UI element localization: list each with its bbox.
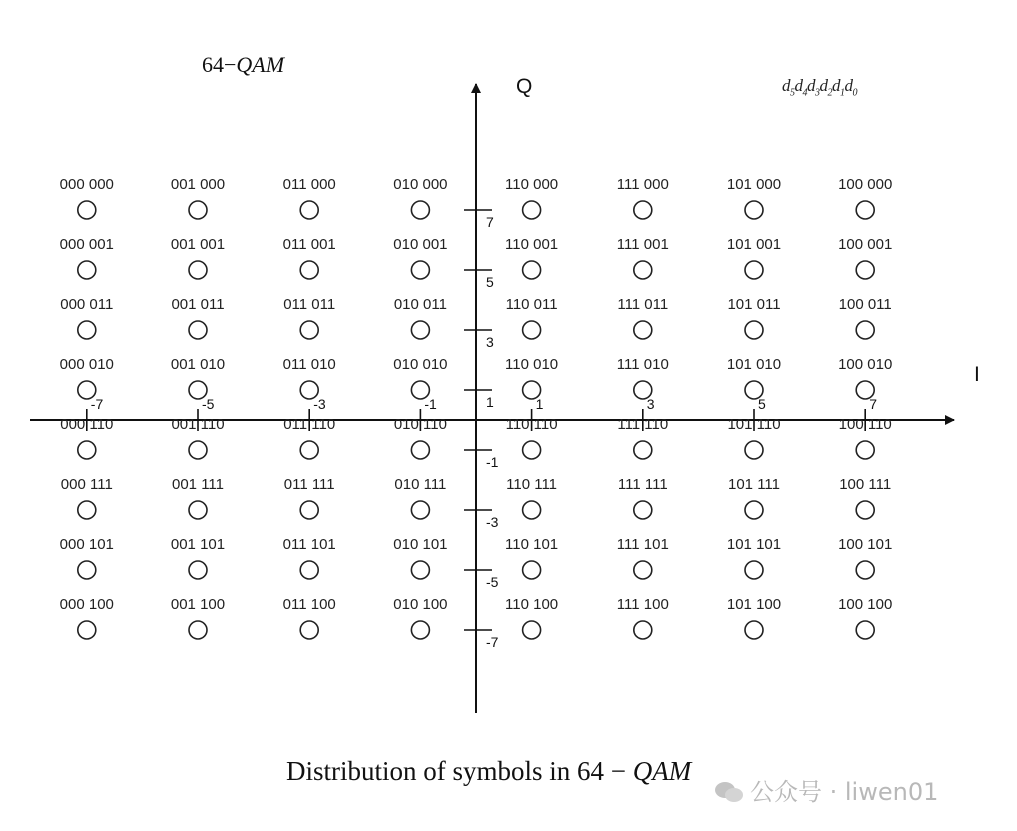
symbol-bit-label: 000 011 <box>60 296 114 313</box>
symbol-point <box>523 441 541 459</box>
symbol-point <box>856 441 874 459</box>
symbol-bit-label: 110 000 <box>505 176 559 193</box>
symbol-bit-label: 110 100 <box>505 596 559 613</box>
bit-symbol: $d_1$ <box>832 76 845 99</box>
symbol-bit-label: 010 001 <box>393 236 448 253</box>
symbol-point <box>745 201 763 219</box>
symbol-bit-label: 110 110 <box>505 416 558 433</box>
symbol-bit-label: 000 000 <box>59 176 114 193</box>
bit-symbol: $d_0$ <box>844 76 857 99</box>
symbol-point <box>411 381 429 399</box>
symbol-bit-label: 111 101 <box>616 536 669 553</box>
symbol-point <box>745 321 763 339</box>
symbol-point <box>745 501 763 519</box>
symbol-point <box>189 201 207 219</box>
symbol-point <box>78 201 96 219</box>
symbol-bit-label: 100 001 <box>838 236 893 253</box>
symbol-point <box>745 621 763 639</box>
symbol-bit-label: 000 100 <box>59 596 114 613</box>
symbol-bit-label: 100 100 <box>838 596 893 613</box>
symbol-bit-label: 000 110 <box>60 416 114 433</box>
symbol-bit-label: 101 011 <box>727 296 781 313</box>
symbol-bit-label: 010 111 <box>394 476 447 493</box>
symbol-bit-label: 010 011 <box>393 296 447 313</box>
symbol-point <box>411 561 429 579</box>
symbol-bit-label: 001 011 <box>171 296 225 313</box>
symbol-bit-label: 100 000 <box>838 176 893 193</box>
symbol-bit-label: 010 110 <box>393 416 447 433</box>
bit-symbol: $d_3$ <box>807 76 820 99</box>
symbol-point <box>78 621 96 639</box>
y-tick-label: -3 <box>486 514 499 530</box>
symbol-bit-label: 001 010 <box>170 356 226 373</box>
symbol-bit-label: 101 100 <box>726 596 782 613</box>
x-tick-label: 1 <box>535 396 544 412</box>
symbol-bit-label: 001 101 <box>170 536 226 553</box>
symbol-point <box>189 321 207 339</box>
y-tick-label: 7 <box>486 214 494 230</box>
symbol-bit-label: 000 010 <box>59 356 114 373</box>
symbol-bit-label: 100 101 <box>838 536 893 553</box>
symbol-point <box>411 501 429 519</box>
symbol-point <box>523 561 541 579</box>
symbol-point <box>78 501 96 519</box>
symbol-bit-label: 011 001 <box>282 236 336 253</box>
symbol-bit-label: 011 000 <box>282 176 336 193</box>
symbol-point <box>856 561 874 579</box>
symbol-point <box>523 621 541 639</box>
symbol-point <box>300 501 318 519</box>
symbol-point <box>634 501 652 519</box>
x-tick-label: -5 <box>202 396 215 412</box>
symbol-bit-label: 101 001 <box>726 236 782 253</box>
q-axis-label: Q <box>516 75 533 98</box>
y-tick-label: -5 <box>486 574 499 590</box>
symbol-point <box>856 261 874 279</box>
symbol-point <box>300 261 318 279</box>
watermark-text: 公众号 · liwen01 <box>750 778 939 806</box>
bit-symbol: $d_4$ <box>794 76 807 99</box>
x-tick-label: 5 <box>758 396 766 412</box>
symbol-bit-label: 001 110 <box>171 416 225 433</box>
x-tick-label: 3 <box>646 396 655 412</box>
symbol-point <box>634 201 652 219</box>
symbol-bit-label: 110 001 <box>505 236 559 253</box>
symbol-bit-label: 001 001 <box>170 236 226 253</box>
symbol-point <box>856 381 874 399</box>
symbol-bit-label: 000 101 <box>59 536 114 553</box>
symbol-bit-label: 101 110 <box>727 416 781 433</box>
symbol-point <box>78 261 96 279</box>
symbol-bit-label: 011 111 <box>283 476 335 493</box>
symbol-point <box>634 561 652 579</box>
wechat-icon <box>714 781 744 803</box>
symbol-bit-label: 101 101 <box>726 536 782 553</box>
symbol-bit-label: 111 011 <box>617 296 669 313</box>
symbol-point <box>78 381 96 399</box>
y-tick-label: 3 <box>486 334 494 350</box>
symbol-point <box>523 501 541 519</box>
symbol-point <box>634 261 652 279</box>
symbol-bit-label: 111 001 <box>616 236 669 253</box>
symbol-bit-label: 010 100 <box>393 596 448 613</box>
symbol-point <box>78 441 96 459</box>
symbol-point <box>634 321 652 339</box>
symbol-bit-label: 100 110 <box>838 416 892 433</box>
modulation-title-italic: QAM <box>236 52 285 77</box>
symbol-bit-label: 110 011 <box>505 296 558 313</box>
symbol-point <box>634 381 652 399</box>
symbol-point <box>189 561 207 579</box>
symbol-point <box>300 201 318 219</box>
symbol-point <box>745 561 763 579</box>
symbol-point <box>745 441 763 459</box>
symbol-bit-label: 011 101 <box>282 536 336 553</box>
symbol-bit-label: 110 101 <box>505 536 559 553</box>
symbol-bit-label: 000 001 <box>59 236 114 253</box>
x-tick-label: -3 <box>313 396 326 412</box>
caption-italic: QAM <box>632 756 692 786</box>
symbol-point <box>634 621 652 639</box>
symbol-point <box>856 501 874 519</box>
bit-order-label <box>782 76 857 98</box>
symbol-bit-label: 011 110 <box>283 416 336 433</box>
i-axis-label: I <box>974 363 980 386</box>
symbol-bit-label: 110 111 <box>506 476 558 493</box>
symbol-point <box>856 621 874 639</box>
symbol-bit-label: 010 101 <box>393 536 448 553</box>
y-tick-label: -1 <box>486 454 499 470</box>
symbol-bit-label: 101 010 <box>726 356 782 373</box>
symbol-bit-label: 110 010 <box>505 356 559 373</box>
symbol-bit-label: 011 010 <box>282 356 336 373</box>
symbol-point <box>523 381 541 399</box>
symbol-point <box>78 321 96 339</box>
x-tick-label: -7 <box>90 396 104 412</box>
symbol-point <box>411 261 429 279</box>
symbol-point <box>411 441 429 459</box>
symbol-bit-label: 001 100 <box>170 596 226 613</box>
symbol-point <box>189 441 207 459</box>
symbol-point <box>300 381 318 399</box>
symbol-bit-label: 100 011 <box>838 296 892 313</box>
x-tick-label: -1 <box>424 396 437 412</box>
symbol-point <box>300 441 318 459</box>
y-tick-label: 5 <box>486 274 494 290</box>
symbol-bit-label: 111 111 <box>617 476 668 493</box>
symbol-point <box>523 321 541 339</box>
symbol-bit-label: 010 010 <box>393 356 448 373</box>
symbol-point <box>745 261 763 279</box>
symbol-bit-label: 111 100 <box>616 596 669 613</box>
bit-symbol: $d_5$ <box>782 76 795 99</box>
symbol-bit-label: 000 111 <box>60 476 113 493</box>
symbol-bit-label: 111 110 <box>617 416 669 433</box>
y-tick-label: -7 <box>486 634 499 650</box>
symbol-point <box>634 441 652 459</box>
symbol-point <box>411 321 429 339</box>
x-tick-label: 7 <box>869 396 877 412</box>
symbol-point <box>189 261 207 279</box>
caption-text: Distribution of symbols in 64 − <box>286 756 633 786</box>
symbol-point <box>523 261 541 279</box>
symbol-bit-label: 101 111 <box>728 476 780 493</box>
symbol-bit-label: 001 111 <box>172 476 224 493</box>
bit-symbol: $d_2$ <box>819 76 832 99</box>
symbol-point <box>856 321 874 339</box>
symbol-bit-label: 011 011 <box>283 296 336 313</box>
modulation-title <box>202 52 284 78</box>
symbol-point <box>189 621 207 639</box>
symbol-point <box>300 561 318 579</box>
symbol-point <box>411 201 429 219</box>
y-tick-label: 1 <box>486 394 494 410</box>
symbol-point <box>411 621 429 639</box>
symbol-point <box>856 201 874 219</box>
modulation-title-prefix: 64− <box>202 52 237 77</box>
symbol-bit-label: 100 010 <box>838 356 893 373</box>
symbol-point <box>523 201 541 219</box>
symbol-bit-label: 001 000 <box>170 176 226 193</box>
symbol-bit-label: 010 000 <box>393 176 448 193</box>
symbol-point <box>300 621 318 639</box>
symbol-bit-label: 100 111 <box>839 476 892 493</box>
symbol-point <box>300 321 318 339</box>
symbol-bit-label: 011 100 <box>282 596 336 613</box>
watermark <box>714 772 938 807</box>
symbol-point <box>189 381 207 399</box>
symbol-point <box>745 381 763 399</box>
symbol-bit-label: 111 000 <box>616 176 669 193</box>
symbol-point <box>78 561 96 579</box>
symbol-point <box>189 501 207 519</box>
symbol-bit-label: 101 000 <box>726 176 782 193</box>
symbol-bit-label: 111 010 <box>616 356 669 373</box>
figure-caption <box>286 756 691 787</box>
